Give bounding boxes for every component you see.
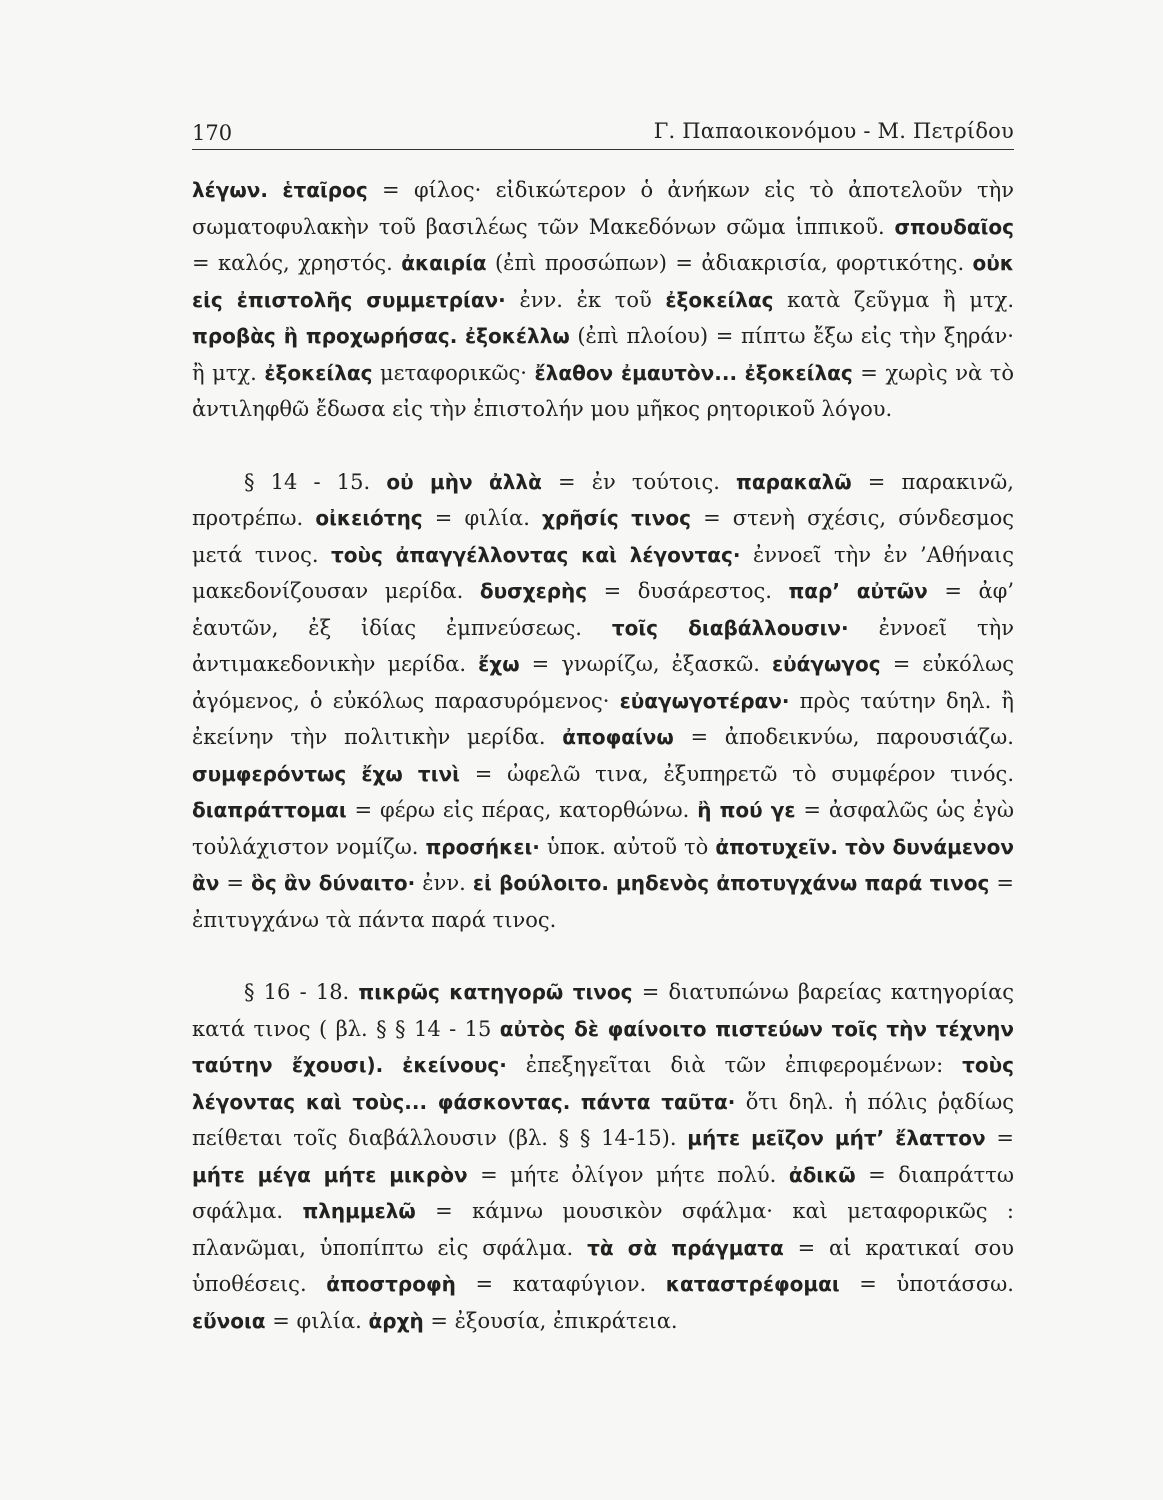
headword: ἢ πού γε (697, 798, 796, 822)
gloss-text: = αἱ κρατικαί σου ὑποθέσεις. (192, 1235, 1014, 1296)
paragraph (192, 974, 1014, 1339)
gloss-text: = καταφύγιον. (455, 1272, 666, 1296)
headword: ἐκείνους· (402, 1053, 507, 1077)
gloss-text: = χωρὶς νὰ τὸ ἀντιληφθῶ ἔδωσα εἰς τὴν ἐπιστολήν μου μῆκος ρητορικοῦ λόγου. (192, 360, 1014, 421)
gloss-text: = δυσάρεστος. (587, 579, 789, 603)
page-header (192, 113, 1014, 150)
headword: λέγων. (192, 178, 269, 202)
headword: ἀποτυχεῖν. (715, 834, 838, 859)
gloss-text: = στενὴ σχέσις, σύνδεσμος μετά τινος. (192, 506, 1014, 567)
gloss-text: = ἀφ’ ἑαυτῶν, ἐξ ἰδίας ἐμπνεύσεως. (192, 579, 1015, 640)
headword: αὐτὸς δὲ φαίνοιτο πιστεύων τοῖς τὴν τέχνην ταύτην ἔχουσι). (192, 1016, 1015, 1077)
headword: ἐξοκείλας (264, 360, 373, 385)
headword: προβὰς ἢ προχωρήσας. (192, 324, 458, 348)
gloss-text: ὑποκ. αὐτοῦ τὸ (539, 834, 716, 859)
gloss-text: ὅτι δηλ. ἡ πόλις ῥᾳδίως πείθεται τοῖς διαβάλλουσιν (βλ. § § 14-15). (192, 1089, 1014, 1150)
headword: παρ’ αὐτῶν (788, 579, 928, 603)
gloss-text: ἐννοεῖ τὴν ἀντιμακεδονικὴν μερίδα. (192, 615, 1014, 676)
headword: ἀποφαίνω (562, 725, 674, 749)
headword: προσήκει· (425, 834, 540, 859)
headword: ἔλαθον ἐμαυτὸν... (534, 360, 738, 385)
headword: ἐξοκείλας (665, 287, 774, 312)
headword: ἑταῖρος (282, 178, 368, 202)
headword: τὰ σὰ πράγματα (587, 1235, 784, 1260)
gloss-text: = φιλία. (422, 506, 543, 530)
gloss-text (737, 361, 745, 385)
headword: ἀκαιρία (401, 251, 487, 275)
gloss-text: ἐπεξηγεῖται διὰ τῶν ἐπιφερομένων: (506, 1053, 963, 1077)
headword: εὔνοια (192, 1308, 266, 1333)
gloss-text: = ἐξουσία, ἐπικράτεια. (423, 1308, 678, 1333)
gloss-text: ἐνν. (415, 871, 473, 895)
headword: τοῖς διαβάλλουσιν· (611, 615, 849, 640)
gloss-text: = φίλος· εἰδικώτερον ὁ ἀνήκων εἰς τὸ ἀποτελοῦν τὴν σωματοφυλακὴν τοῦ βασιλέως τῶν Μακεδόνων σῶμα ἱππικοῦ. (192, 178, 1014, 239)
gloss-text: = παρακινῶ, προτρέπω. (192, 469, 1014, 530)
headword: τοὺς λέγοντας καὶ τοὺς... φάσκοντας. (192, 1053, 1015, 1114)
gloss-text: ἐννοεῖ τὴν ἐν ’Αθήναις μακεδονίζουσαν μερίδα. (192, 542, 1015, 603)
gloss-text: = μήτε ὀλίγον μήτε πολύ. (467, 1162, 789, 1187)
gloss-text: § 16 - 18. (244, 980, 359, 1004)
headword: πάντα ταῦτα· (580, 1089, 736, 1114)
headword: τὸν δυνάμενον ἂν (192, 834, 1014, 895)
headword: ὃς ἂν δύναιτο· (251, 871, 416, 895)
gloss-text: (ἐπὶ πλοίου) = πίπτω ἔξω εἰς τὴν ξηράν· ἢ μτχ. (192, 324, 1014, 385)
gloss-text: ἐνν. ἐκ τοῦ (505, 287, 666, 312)
gloss-text (268, 178, 282, 202)
gloss-text: = ἐπιτυγχάνω τὰ πάντα παρά τινος. (192, 871, 1014, 932)
headword: παρακαλῶ (736, 469, 852, 494)
gloss-text: = γνωρίζω, ἐξασκῶ. (519, 652, 773, 676)
headword: συμφερόντως ἔχω τινὶ (192, 761, 460, 786)
gloss-text: (ἐπὶ προσώπων) = ἀδιακρισία, φορτικότης. (486, 251, 973, 275)
headword: καταστρέφομαι (665, 1272, 840, 1296)
headword: μηδενὸς ἀποτυγχάνω παρά τινος (616, 871, 990, 895)
headword: ἀρχὴ (368, 1308, 424, 1333)
gloss-text: § 14 - 15. (244, 469, 387, 494)
gloss-text: = (985, 1126, 1014, 1150)
headword: πλημμελῶ (302, 1199, 416, 1223)
gloss-text: = ὠφελῶ τινα, ἐξυπηρετῶ τὸ συμφέρον τινός. (459, 761, 1014, 786)
headword: εἰ βούλοιτο. (472, 871, 609, 895)
headword: δυσχερὴς (479, 579, 588, 603)
headword: διαπράττομαι (192, 798, 347, 822)
gloss-text (570, 1090, 580, 1114)
gloss-text: = ὑποτάσσω. (839, 1272, 1014, 1296)
gloss-text (838, 835, 845, 859)
headword: ἀδικῶ (788, 1162, 856, 1187)
headword: ἐξοκείλας (744, 360, 853, 385)
gloss-text: = κάμνω μουσικὸν σφάλμα· καὶ μεταφορικῶς : πλανῶμαι, ὑποπίπτω εἰς σφάλμα. (192, 1199, 1014, 1260)
gloss-text: = φιλία. (265, 1308, 369, 1333)
gloss-text (457, 324, 465, 348)
gloss-text: = καλός, χρηστός. (192, 251, 402, 275)
headword: μήτε μεῖζον μήτ’ ἔλαττον (687, 1126, 986, 1150)
commentary-text (192, 172, 1014, 1339)
gloss-text: = διατυπώνω βαρείας κατηγορίας κατά τινος ( βλ. § § 14 - 15 (192, 980, 1015, 1041)
headword: ἀποστροφὴ (326, 1272, 456, 1296)
gloss-text: = διαπράττω σφάλμα. (192, 1162, 1014, 1223)
headword: σπουδαῖος (894, 214, 1014, 239)
page-number: 170 (192, 121, 233, 145)
gloss-text (609, 871, 616, 895)
headword: οἰκειότης (315, 506, 423, 530)
gloss-text: = ἐν τούτοις. (541, 469, 737, 494)
headword: εὐάγωγος (772, 652, 881, 676)
headword: μήτε μέγα μήτε μικρὸν (192, 1162, 468, 1187)
gloss-text: = ἀσφαλῶς ὡς ἐγὼ τοὐλάχιστον νομίζω. (192, 798, 1014, 859)
gloss-text: = εὐκόλως ἀγόμενος, ὁ εὐκόλως παρασυρόμενος· (192, 652, 1014, 713)
gloss-text: = (219, 871, 252, 895)
headword: χρῆσίς τινος (542, 506, 691, 530)
running-title: Γ. Παπαοικονόμου - Μ. Πετρίδου (653, 119, 1014, 143)
headword: οὐκ εἰς ἐπιστολῆς συμμετρίαν· (192, 251, 1014, 312)
paragraph (192, 464, 1014, 939)
headword: τοὺς ἀπαγγέλλοντας καὶ λέγοντας· (331, 542, 741, 567)
gloss-text: = ἀποδεικνύω, παρουσιάζω. (673, 725, 1014, 749)
headword: οὐ μὴν ἀλλὰ (386, 469, 542, 494)
gloss-text: πρὸς ταύτην δηλ. ἢ ἐκείνην τὴν πολιτικὴν μερίδα. (192, 688, 1014, 749)
gloss-text (383, 1053, 402, 1077)
paragraph (192, 172, 1014, 428)
headword: εὐαγωγοτέραν· (619, 688, 790, 713)
gloss-text: = φέρω εἰς πέρας, κατορθώνω. (346, 798, 698, 822)
headword: ἐξοκέλλω (465, 324, 570, 348)
gloss-text: μεταφορικῶς· (372, 360, 535, 385)
headword: πικρῶς κατηγορῶ τινος (358, 980, 633, 1004)
gloss-text: κατὰ ζεῦγμα ἢ μτχ. (773, 287, 1014, 312)
headword: ἔχω (478, 652, 520, 676)
